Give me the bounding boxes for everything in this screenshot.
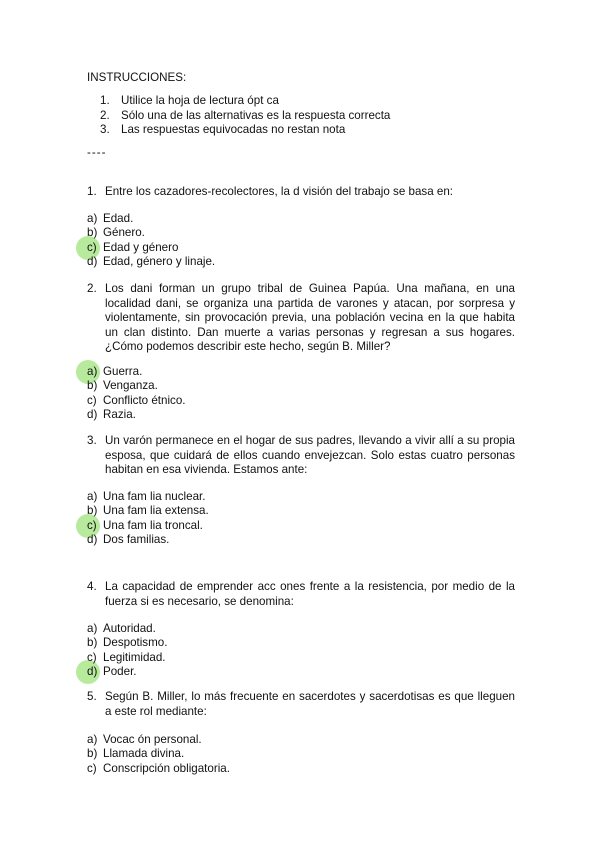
instruction-item bbox=[100, 94, 390, 109]
option-d[interactable]: d) Razia. bbox=[87, 408, 136, 422]
question-text: Entre los cazadores-recolectores, la d visión del trabajo se basa en: bbox=[105, 185, 453, 198]
question-text: Un varón permanece en el hogar de sus padres, llevando a vivir allí a su propia esposa, que cuidará de ellos cuando envejezcan. Solo estas cuatro personas habitan en esa vivienda. Estamos ante: bbox=[105, 434, 515, 476]
question-number: 4. bbox=[87, 580, 97, 593]
separator: ---- bbox=[87, 146, 107, 159]
option-d[interactable]: d) Poder. bbox=[87, 665, 167, 679]
option-a[interactable]: a) Vocac ón personal. bbox=[87, 733, 202, 746]
instruction-item bbox=[100, 109, 390, 124]
option-b[interactable]: b) Despotismo. bbox=[87, 636, 168, 650]
question-4 bbox=[87, 580, 515, 609]
option-d[interactable]: d) Dos familias. bbox=[87, 533, 170, 547]
question-number: 2. bbox=[87, 282, 97, 295]
instruction-number: 2. bbox=[100, 108, 110, 122]
option-b[interactable]: b) Género. bbox=[87, 226, 145, 240]
instruction-text: Sólo una de las alternativas es la respuesta correcta bbox=[121, 108, 391, 122]
question-2 bbox=[87, 282, 515, 355]
option-b[interactable]: b) Venganza. bbox=[87, 379, 158, 393]
option-a[interactable]: a) Edad. bbox=[87, 212, 134, 225]
question-1-options bbox=[87, 212, 215, 270]
option-c[interactable]: c) Conscripción obligatoria. bbox=[87, 761, 230, 775]
instruction-number: 1. bbox=[100, 94, 110, 107]
question-3-options bbox=[87, 490, 209, 548]
instruction-item bbox=[100, 123, 390, 138]
option-a[interactable]: a) Guerra. bbox=[87, 365, 186, 379]
option-c[interactable]: c) Edad y género bbox=[87, 241, 215, 255]
question-3 bbox=[87, 434, 515, 478]
question-1 bbox=[87, 185, 515, 200]
instructions-heading: INSTRUCCIONES: bbox=[87, 71, 187, 84]
instruction-number: 3. bbox=[100, 123, 110, 136]
question-text: La capacidad de emprender acc ones frente a la resistencia, por medio de la fuerza si es necesario, se denomina: bbox=[105, 580, 515, 608]
option-d[interactable]: d) Edad, género y linaje. bbox=[87, 255, 216, 269]
question-5 bbox=[87, 690, 515, 719]
option-b[interactable]: b) Una fam lia extensa. bbox=[87, 504, 209, 518]
option-c[interactable]: c) Una fam lia troncal. bbox=[87, 519, 209, 533]
instruction-text: Utilice la hoja de lectura ópt ca bbox=[121, 94, 279, 107]
option-a[interactable]: a) Autoridad. bbox=[87, 622, 156, 635]
question-5-options bbox=[87, 733, 230, 776]
option-a[interactable]: a) Una fam lia nuclear. bbox=[87, 490, 206, 503]
question-number: 3. bbox=[87, 434, 97, 447]
option-b[interactable]: b) Llamada divina. bbox=[87, 747, 185, 761]
question-number: 1. bbox=[87, 185, 97, 198]
question-2-options bbox=[87, 365, 186, 423]
question-number: 5. bbox=[87, 690, 97, 703]
option-c[interactable]: c) Conflicto étnico. bbox=[87, 393, 186, 407]
question-text: Según B. Miller, lo más frecuente en sacerdotes y sacerdotisas es que lleguen a este rol mediante: bbox=[105, 690, 515, 718]
instructions-list bbox=[100, 94, 390, 138]
option-c[interactable]: c) Legitimidad. bbox=[87, 650, 166, 664]
question-text: Los dani forman un grupo tribal de Guinea Papúa. Una mañana, en una localidad dani, se organiza una partida de varones y atacan, por sorpresa y violentamente, sin provocación previa, una población vecina en la que habita un clan distinto. Dan muerte a varias personas y regresan a sus hogares. ¿Cómo podemos describir este hecho, según B. Miller? bbox=[105, 282, 515, 353]
instruction-text: Las respuestas equivocadas no restan nota bbox=[121, 123, 346, 136]
question-4-options bbox=[87, 622, 167, 680]
